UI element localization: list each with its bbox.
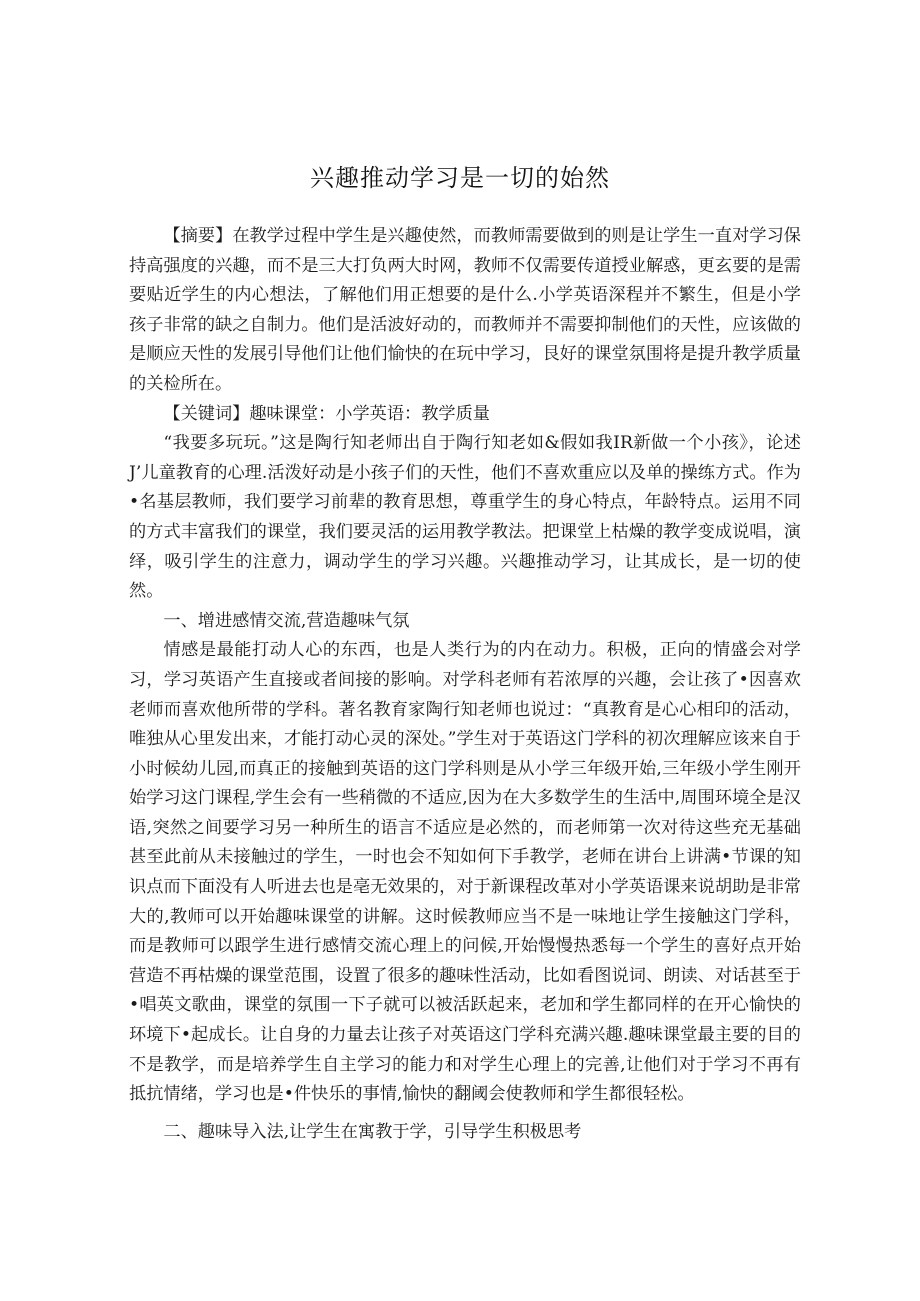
keywords-paragraph: 【关键词】趣味课堂：小学英语：教学质量 (163, 403, 490, 424)
section-heading-1: 一、增进感情交流,营造趣味气氛 (163, 610, 410, 631)
section-heading-2: 二、趣味导入法,让学生在寓教于学，引导学生积极思考 (163, 1121, 582, 1142)
intro-paragraph: “我要多玩玩。”这是陶行知老师出自于陶行知老如&假如我IR新做一个小孩》，论述J’儿童教育的心理.活泼好动是小孩子们的天性，他们不喜欢重应以及单的操练方式。作为•名基层教师，我们要学习前辈的教育思想，尊重学生的身心特点，年龄特点。运用不同的方式丰富我们的课堂，我们要灵活的运用教学教法。把课堂上枯燥的教学变成说唱，演绎，吸引学生的注意力，调动学生的学习兴趣。兴趣推动学习，让其成长，是一切的使然。 (129, 433, 801, 602)
abstract-paragraph: 【摘要】在教学过程中学生是兴趣使然，而教师需要做到的则是让学生一直对学习保持高强度的兴趣，而不是三大打负两大时网，教师不仅需要传道授业解惑，更玄要的是需要贴近学生的内心想法，了解他们用正想要的是什么.小学英语深程并不繁生，但是小学孩子非常的缺之自制力。他们是活波好动的，而教师并不需要抑制他们的天性，应该做的是顺应天性的发展引导他们让他们愉快的在玩中学习，艮好的课堂氛围将是提升教学质量的关检所在。 (129, 226, 801, 394)
document-title: 兴趣推动学习是一切的始然 (310, 164, 610, 192)
section-1-paragraph: 情感是最能打动人心的东西，也是人类行为的内在动力。积极，正向的情盛会对学习，学习英语产生直接或者间接的影响。对学科老师有若浓厚的兴趣，会让孩了•因喜欢老师而喜欢他所带的学科。著名教育家陶行知老师也说过：“真教育是心心相印的活动，唯独从心里发出来，才能打动心灵的深处。”学生对于英语这门学科的初次理解应该来自于小时候幼儿园,而真正的接触到英语的这门学科则是从小学三年级开始,三年级小学生刚开始学习这门课程,学生会有一些稍微的不适应,因为在大多数学生的生活中,周围环境全是汉语,突然之间要学习另一种所生的语言不适应是必然的，而老师第一次对待这些充无基础甚至此前从未接触过的学生，一时也会不知如何下手教学，老师在讲台上讲满•节课的知识点而下面没有人听进去也是亳无效果的，对于新课程改革对小学英语课来说胡助是非常大的,教师可以开始趣味课堂的讲解。这时候教师应当不是一味地让学生接触这门学科，而是教师可以跟学生进行感情交流心理上的问候,开始慢慢热悉每一个学生的喜好点开始营造不再枯燥的课堂范围，设置了很多的趣味性活动，比如看图说词、朗读、对话甚至于•唱英文歌曲，课堂的氛围一下子就可以被活跃起来，老加和学生都同样的在开心愉快的环境下•起成长。让自身的力量去让孩子对英语这门学科充满兴趣.趣味课堂最主要的目的不是教学，而是培养学生自主学习的能力和对学生心理上的完善,让他们对于学习不再有抵抗情绪，学习也是•件快乐的事情,愉快的翻阈会使教师和学生都很轻松。 (129, 640, 801, 1105)
document-body (129, 222, 801, 1147)
